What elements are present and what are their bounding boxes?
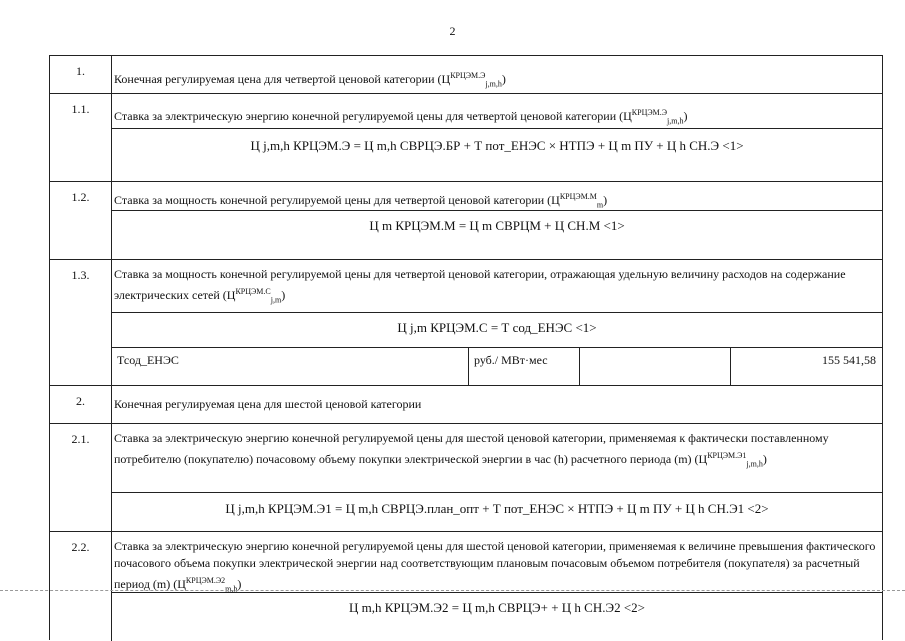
row-number: 1.1. [71,102,90,116]
formula: Ц j,m,h КРЦЭМ.Э1 = Ц m,h СВРЦЭ.план_опт + Т пот_ЕНЭС × НТПЭ + Ц m ПУ + Ц h СН.Э1 <2> [225,501,769,516]
row-number: 1. [76,64,85,78]
parameter-name: Тсод_ЕНЭС [117,353,179,367]
table-row [50,259,882,386]
parameter-unit: руб./ МВт·мес [474,353,548,367]
formula: Ц j,m КРЦЭМ.С = Т сод_ЕНЭС <1> [397,320,597,335]
formula: Ц m КРЦЭМ.М = Ц m СВРЦМ + Ц СН.М <1> [369,218,625,233]
row-text: Ставка за мощность конечной регулируемой цены для четвертой ценовой категории $(Ц^{КРЦЭМ.М}_m)$ [114,192,608,210]
table-row [50,531,882,641]
row-text: Ставка за электрическую энергию конечной регулируемой цены для шестой ценовой категории, применяемая к фактически поставленному потребителю (покупателю) почасовому объему покупки электрической энергии в час (h) расчетного периода (m) $(Ц^{КРЦЭМ.Э1}_{j,m,h})$ [114,431,829,469]
row-number: 2.1. [71,432,90,446]
row-number: 1.2. [71,190,90,204]
row-number: 2.2. [71,540,90,554]
row-text: Ставка за электрическую энергию конечной регулируемой цены для шестой ценовой категории, применяемая к величине превышения фактического почасового объема покупки электрической энергии над соответствующим плановым почасовым объемом потребителя (покупателя) за расчетный период (m) $(Ц^{КРЦЭМ.Э2}_{m,h})$ [114,539,876,594]
row-text: Конечная регулируемая цена для четвертой ценовой категории $(Ц^{КРЦЭМ.Э}_{j,m,h})$ [114,71,506,89]
row-text: Конечная регулируемая цена для шестой ценовой категории [114,397,422,411]
formula: Ц j,m,h КРЦЭМ.Э = Ц m,h СВРЦЭ.БР + Т пот_ЕНЭС × НТПЭ + Ц m ПУ + Ц h СН.Э <1> [250,138,744,153]
row-number: 2. [76,394,85,408]
parameter-row [111,347,882,386]
row-text: Ставка за электрическую энергию конечной регулируемой цены для четвертой ценовой категории $(Ц^{КРЦЭМ.Э}_{j,m,h})$ [114,108,688,126]
parameter-value: 155 541,58 [822,353,876,367]
page-edge-rule [0,590,905,591]
table-row [50,55,882,94]
row-number: 1.3. [71,268,90,282]
table-row [50,181,882,260]
table-row [50,93,882,182]
page-number: 2 [449,24,456,38]
table-row [50,423,882,532]
formula: Ц m,h КРЦЭМ.Э2 = Ц m,h СВРЦЭ+ + Ц h СН.Э2 <2> [349,600,645,615]
table-row [50,385,882,424]
row-text: Ставка за мощность конечной регулируемой цены для четвертой ценовой категории, отражающая удельную величину расходов на содержание электрических сетей $(Ц^{КРЦЭМ.С}_{j,m})$ [114,267,846,305]
tariff-table [49,55,883,640]
